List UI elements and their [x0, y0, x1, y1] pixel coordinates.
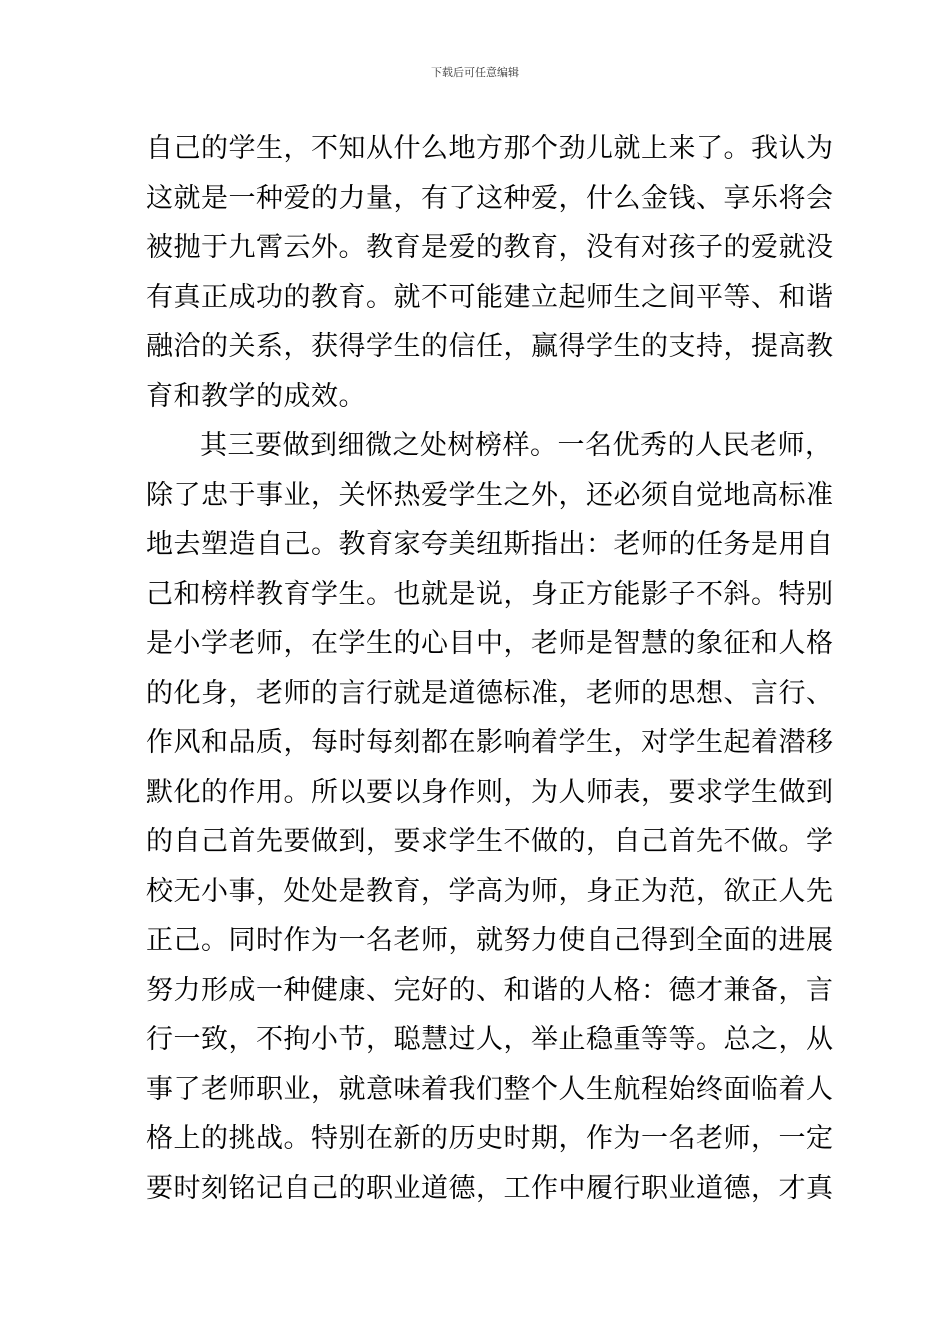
text-line: 事了老师职业，就意味着我们整个人生航程始终面临着人 — [146, 1073, 834, 1105]
text-line: 的自己首先要做到，要求学生不做的，自己首先不做。学 — [146, 826, 834, 857]
text-line: 默化的作用。所以要以身作则，为人师表，要求学生做到 — [146, 776, 834, 808]
text-line: 育和教学的成效。 — [146, 380, 366, 412]
text-line: 被抛于九霄云外。教育是爱的教育，没有对孩子的爱就没 — [146, 232, 834, 263]
text-line: 己和榜样教育学生。也就是说，身正方能影子不斜。特别 — [146, 578, 834, 610]
text-line: 融洽的关系，获得学生的信任，赢得学生的支持，提高教 — [146, 331, 834, 362]
text-line: 校无小事，处处是教育，学高为师，身正为范，欲正人先 — [146, 875, 834, 907]
text-line: 作风和品质，每时每刻都在影响着学生，对学生起着潜移 — [146, 727, 834, 758]
paragraph-1 — [146, 124, 834, 421]
text-line: 是小学老师，在学生的心目中，老师是智慧的象征和人格 — [146, 628, 834, 659]
text-line: 正己。同时作为一名老师，就努力使自己得到全面的进展 — [146, 925, 834, 956]
text-line: 格上的挑战。特别在新的历史时期，作为一名老师，一定 — [146, 1123, 834, 1154]
document-body — [146, 124, 834, 1213]
text-line: 这就是一种爱的力量，有了这种爱，什么金钱、享乐将会 — [146, 182, 834, 214]
text-line: 地去塑造自己。教育家夸美纽斯指出：老师的任务是用自 — [146, 529, 834, 560]
text-line: 其三要做到细微之处树榜样。一名优秀的人民老师， — [200, 430, 833, 461]
text-line: 除了忠于事业，关怀热爱学生之外，还必须自觉地高标准 — [146, 479, 834, 511]
text-line: 努力形成一种健康、完好的、和谐的人格：德才兼备，言 — [146, 974, 834, 1006]
text-line: 自己的学生，不知从什么地方那个劲儿就上来了。我认为 — [146, 133, 834, 164]
text-line: 要时刻铭记自己的职业道德，工作中履行职业道德，才真 — [146, 1172, 834, 1204]
text-line: 有真正成功的教育。就不可能建立起师生之间平等、和谐 — [146, 281, 834, 313]
text-line: 的化身，老师的言行就是道德标准，老师的思想、言行、 — [146, 677, 834, 709]
text-line: 行一致，不拘小节，聪慧过人，举止稳重等等。总之，从 — [146, 1024, 834, 1055]
page-header: 下载后可任意编辑 — [431, 66, 519, 79]
paragraph-2 — [146, 421, 834, 1213]
